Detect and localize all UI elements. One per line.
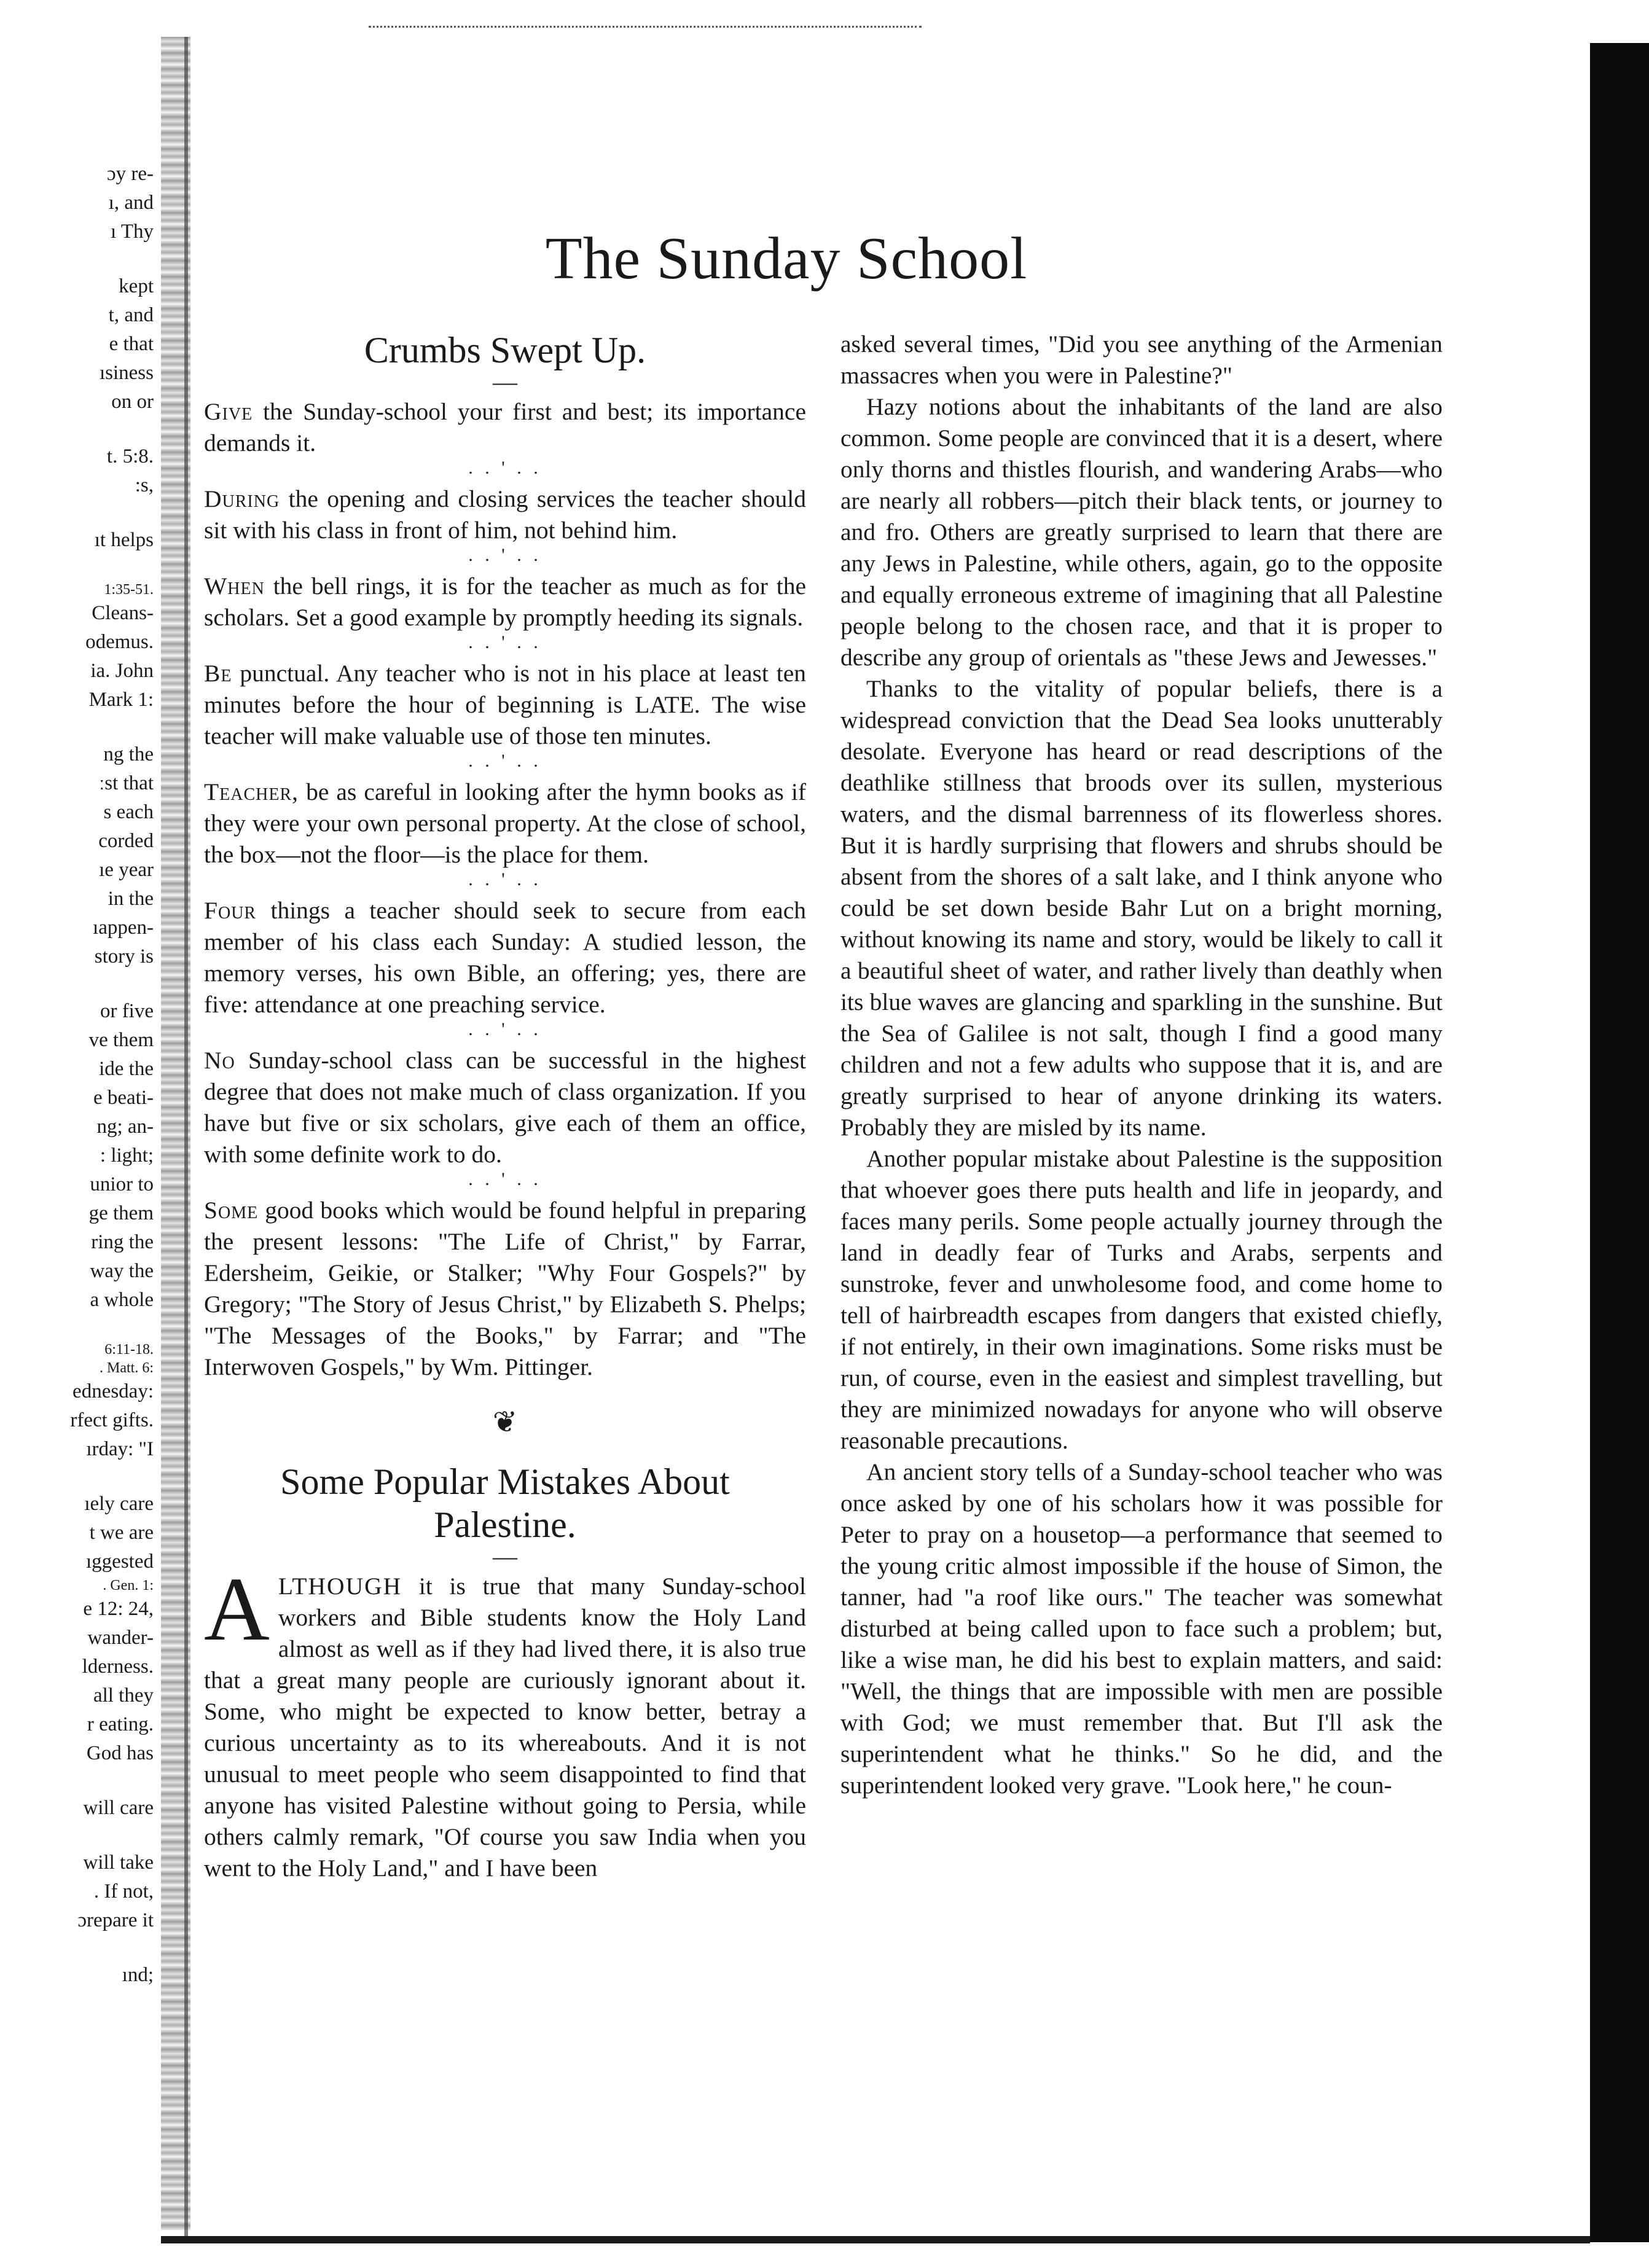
margin-line: way the [90, 1260, 154, 1282]
margin-line: ısiness [99, 362, 154, 384]
margin-line: s each [103, 801, 154, 823]
margin-line: Cleans- [92, 602, 154, 624]
article-2-paragraph: Another popular mistake about Palestine is the supposition that whoever goes there puts health and life in jeopardy, and faces many perils. Some people actually journey through the land in deadly fear of Turks and Arabs, serpents and sunstroke, fever and unwholesome food, and come home to tell of hairbreadth escapes from dangers that existed chiefly, if not entirely, in their own imaginations. Some risks must be run, of course, even in the easiest and simplest travelling, but they are minimized nowadays for anyone who will observe reasonable precautions. [840, 1145, 1443, 1454]
margin-line: ednesday: [72, 1380, 154, 1402]
right-column [840, 329, 1443, 1801]
crumb-lead-word: When [204, 573, 265, 600]
crumb-text: things a teacher should seek to secure from each member of his class each Sunday: A studied lesson, the memory verses, his own Bible, an offering; yes, there are five: attendance at one preaching service. [204, 897, 806, 1018]
margin-line: ɔrepare it [77, 1909, 154, 1931]
margin-line: ng the [103, 743, 154, 765]
margin-line [0, 555, 154, 581]
crumb-text: punctual. Any teacher who is not in his place at least ten minutes before the hour of beginning is LATE. The wise teacher will make valuable use of those ten minutes. [204, 660, 806, 749]
margin-line: wander- [87, 1627, 154, 1649]
margin-line: ınd; [122, 1964, 154, 1986]
title-dash: — [493, 368, 517, 396]
crumb-paragraph [204, 1045, 806, 1170]
margin-line [0, 1315, 154, 1340]
item-separator: . . ' . . [468, 632, 542, 652]
crumbs-list [204, 396, 806, 1383]
margin-line [0, 1464, 154, 1490]
crumb-lead-word: Give [204, 398, 253, 425]
scan-top-edge [369, 26, 922, 29]
margin-line [0, 1768, 154, 1794]
item-separator: . . ' . . [468, 545, 542, 565]
margin-line: e 12: 24, [83, 1598, 154, 1620]
scan-bottom-edge [161, 2236, 1590, 2243]
margin-line: 6:11-18. [104, 1342, 154, 1358]
margin-line: : light; [100, 1144, 154, 1167]
margin-line: . Matt. 6: [100, 1360, 154, 1376]
article-1-title: Crumbs Swept Up. [364, 330, 646, 370]
margin-line: ıt helps [94, 529, 154, 551]
opening-word: LTHOUGH [278, 1573, 402, 1600]
crumb-text: be as careful in looking after the hymn books as if they were your own personal property. At the close of school, the box—not the floor—is the place for them. [204, 778, 806, 868]
margin-line: t we are [89, 1522, 154, 1544]
margin-line: ırday: "I [86, 1438, 154, 1460]
article-2-paragraph: asked several times, "Did you see anything of the Armenian massacres when you were in Palestine?" [840, 330, 1443, 389]
margin-line: kept [119, 275, 154, 297]
page-title: The Sunday School [545, 225, 1028, 292]
item-separator: . . ' . . [468, 869, 542, 890]
crumb-lead-word: Teacher, [204, 778, 299, 805]
margin-line: t, and [108, 304, 154, 326]
margin-line: ring the [91, 1231, 154, 1253]
crumb-paragraph [204, 483, 806, 546]
article-2-paragraph: An ancient story tells of a Sunday-school teacher who was once asked by one of his scholars how it was possible for Peter to pray on a housetop—a performance that seemed to the young critic almost impossible if the house of Simon, the tanner, had "a roof like ours." The teacher was somewhat disturbed at being called upon to face such a problem; but, like a wise man, he did his best to explain matters, and said: "Well, the things that are impossible with men are possible with God; we must remember that. But I'll ask the superintendent what he thinks." So he did, and the superintendent looked very grave. "Look here," he coun- [840, 1458, 1443, 1799]
crumb-lead-word: Some [204, 1197, 259, 1224]
margin-line: corded [98, 830, 154, 852]
margin-line: in the [108, 888, 154, 910]
crumb-text: the opening and closing services the teacher should sit with his class in front of him, not behind him. [204, 485, 806, 544]
margin-line: ːst that [99, 772, 154, 794]
margin-line [0, 1935, 154, 1961]
margin-line: unior to [90, 1173, 154, 1195]
margin-line: odemus. [85, 631, 154, 653]
crumb-text: good books which would be found helpful in preparing the present lessons: "The Life of Christ," by Farrar, Edersheim, Geikie, or Stalker; "Why Four Gospels?" by Gregory; "The Story of Jesus Christ," by Elizabeth S. Phelps; "The Messages of the Books," by Farrar; and "The Interwoven Gospels," by Wm. Pittinger. [204, 1197, 806, 1380]
margin-line: Mark 1: [88, 689, 154, 711]
item-separator: . . ' . . [468, 458, 542, 478]
item-separator: . . ' . . [468, 751, 542, 771]
margin-line: will take [83, 1852, 154, 1874]
book-gutter-line [184, 37, 188, 2236]
margin-line: ıappen- [93, 917, 154, 939]
margin-line: story is [94, 945, 154, 968]
left-column [204, 329, 806, 1884]
margin-line: all they [93, 1684, 154, 1707]
item-separator: . . ' . . [468, 1019, 542, 1039]
crumb-paragraph [204, 658, 806, 752]
crumb-lead-word: No [204, 1047, 235, 1074]
crumb-text: Sunday-school class can be successful in the highest degree that does not make much of class organization. If you have but five or six scholars, give each of them an office, with some definite work to do. [204, 1047, 806, 1168]
crumb-text: the bell rings, it is for the teacher as much as for the scholars. Set a good example by promptly heeding its signals. [204, 573, 806, 631]
crumb-paragraph [204, 895, 806, 1020]
previous-page-margin-text [0, 160, 154, 1990]
crumb-paragraph [204, 396, 806, 459]
margin-line: rfect gifts. [70, 1409, 154, 1431]
margin-line: t. 5:8. [106, 445, 154, 467]
margin-line: 1:35-51. [104, 582, 154, 598]
margin-line: ve them [88, 1029, 154, 1051]
margin-line: ıely care [84, 1493, 154, 1515]
crumb-text: the Sunday-school your first and best; its importance demands it. [204, 398, 806, 456]
margin-line [0, 500, 154, 526]
ornament-icon: ❦ [492, 1406, 518, 1439]
crumb-paragraph [204, 1195, 806, 1383]
margin-line [0, 971, 154, 997]
item-separator: . . ' . . [468, 1169, 542, 1189]
margin-line: ide the [99, 1058, 154, 1080]
margin-line: ng; an- [96, 1116, 154, 1138]
margin-line: :s, [135, 474, 154, 496]
margin-line: ia. John [90, 660, 154, 682]
drop-cap: A [204, 1559, 270, 1660]
margin-line [0, 1823, 154, 1848]
margin-line: e beati- [93, 1087, 154, 1109]
title-dash: — [493, 1543, 517, 1570]
article-2-title [204, 1460, 806, 1546]
article-2-title-line-1: Some Popular Mistakes About [280, 1461, 730, 1502]
margin-line: God has [86, 1742, 154, 1764]
margin-line: lderness. [82, 1656, 154, 1678]
opening-text: it is true that many Sunday-school workers and Bible students know the Holy Land almost as well as if they had lived there, it is also true that a great many people are curiously ignorant about it. Some, who might be expected to know better, betray a curious uncertainty as to its whereabouts. And it is not unusual to meet people who seem disappointed to find that anyone has visited Palestine without going to Persia, while others calmly remark, "Of course you saw India when you went to the Holy Land," and I have been [204, 1573, 806, 1882]
margin-line: ɔy re- [106, 163, 154, 185]
margin-line: r eating. [87, 1713, 154, 1735]
margin-line: e that [109, 333, 154, 355]
margin-line: ıggested [86, 1550, 154, 1573]
article-2-opening-paragraph [204, 1559, 806, 1884]
margin-line: on or [111, 391, 154, 413]
margin-line: ı Thy [111, 221, 154, 243]
margin-line [0, 714, 154, 740]
crumb-paragraph [204, 571, 806, 633]
crumb-lead-word: Four [204, 897, 257, 924]
margin-line: . If not, [93, 1880, 154, 1902]
margin-line: will care [83, 1797, 154, 1819]
article-2-paragraph: Hazy notions about the inhabitants of the land are also common. Some people are convinced that it is a desert, where only thorns and thistles flourish, and wandering Arabs—who are nearly all robbers—pitch their black tents, or journey to and fro. Others are greatly surprised to learn that there are any Jews in Palestine, while others, again, go to the opposite and equally erroneous extreme of imagining that all Palestine people belong to the chosen race, and that it is proper to describe any group of orientals as "these Jews and Jewesses." [840, 393, 1443, 671]
crumb-lead-word: During [204, 485, 280, 512]
margin-line: . Gen. 1: [103, 1578, 154, 1593]
scan-right-edge [1590, 43, 1649, 2242]
margin-line: ı, and [108, 192, 154, 214]
article-2-paragraph: Thanks to the vitality of popular beliefs, there is a widespread conviction that the Dead Sea looks unutterably desolate. Everyone has heard or read descriptions of the deathlike stillness that broods over its sullen, mysterious waters, and the dismal barrenness of its flowerless shores. But it is hardly surprising that flowers and shrubs should be absent from the shores of a salt lake, and I think anyone who could be set down beside Bahr Lut on a bright morning, without knowing its name and story, would be likely to call it a beautiful sheet of water, and rather lively than deathly when its blue waves are glancing and sparkling in the sunshine. But the Sea of Galilee is not salt, though I find a good many children and not a few adults who suppose that it is, and are greatly surprised to hear of anyone drinking its waters. Probably they are misled by its name. [840, 675, 1443, 1141]
crumb-lead-word: Be [204, 660, 232, 687]
margin-line: or five [100, 1000, 154, 1022]
margin-line: ıe year [99, 859, 154, 881]
article-2-title-line-2: Palestine. [434, 1504, 576, 1545]
margin-line [0, 416, 154, 442]
margin-line: ge them [88, 1202, 154, 1224]
crumb-paragraph [204, 776, 806, 870]
margin-line: a whole [90, 1289, 154, 1311]
